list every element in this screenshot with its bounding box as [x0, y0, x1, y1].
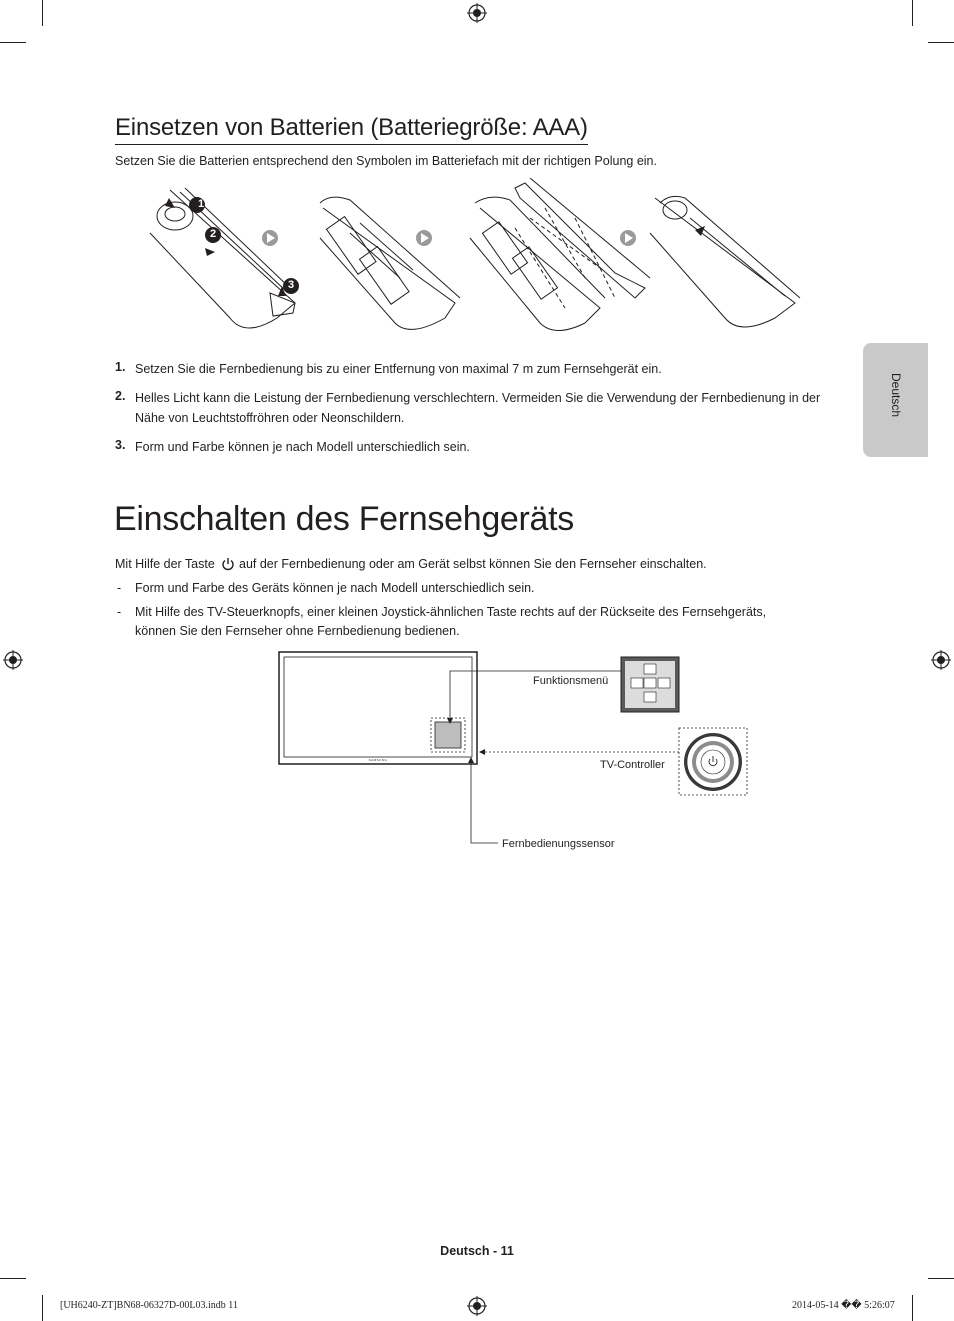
bullet-text: Mit Hilfe des TV-Steuerknopfs, einer kleinen Joystick-ähnlichen Taste rechts auf der Rückseite des Fernsehgeräts,	[135, 605, 767, 619]
crop-mark	[912, 0, 913, 26]
label-remote-sensor: Fernbedienungssensor	[502, 838, 615, 850]
bullet-dash: -	[117, 581, 122, 595]
note-text: Setzen Sie die Fernbedienung bis zu einer Entfernung von maximal 7 m zum Fernsehgerät ein.	[135, 362, 662, 376]
note-text: Form und Farbe können je nach Modell unterschiedlich sein.	[135, 440, 470, 454]
note-number: 3.	[115, 438, 126, 452]
footer-file-info: [UH6240-ZT]BN68-06327D-00L03.indb 11	[60, 1300, 238, 1311]
battery-intro: Setzen Sie die Batterien entsprechend den Symbolen im Batteriefach mit der richtigen Polung ein.	[115, 154, 657, 168]
power-intro-after: auf der Fernbedienung oder am Gerät selbst können Sie den Fernseher einschalten.	[239, 557, 707, 571]
footer-timestamp: 2014-05-14 �� 5:26:07	[792, 1300, 895, 1311]
registration-mark-icon	[3, 650, 23, 670]
side-tab-label: Deutsch	[889, 373, 903, 418]
crop-mark	[928, 1278, 954, 1279]
note-number: 1.	[115, 360, 126, 374]
step-marker-1: 1	[197, 198, 205, 210]
note-text: Nähe von Leuchtstoffröhren oder Neonschildern.	[135, 411, 405, 425]
language-side-tab	[863, 343, 928, 457]
crop-mark	[912, 1295, 913, 1321]
step-marker-2: 2	[209, 228, 217, 240]
note-number: 2.	[115, 389, 126, 403]
registration-mark-icon	[931, 650, 951, 670]
crop-mark	[42, 1295, 43, 1321]
crop-mark	[42, 0, 43, 26]
tv-brand-logo: SAMSUNG	[368, 758, 388, 762]
power-intro-before: Mit Hilfe der Taste	[115, 557, 215, 571]
page-number-label: Deutsch - 11	[440, 1244, 514, 1258]
step-marker-3: 3	[287, 279, 295, 291]
crop-mark	[0, 1278, 26, 1279]
section-title-power-on: Einschalten des Fernsehgeräts	[114, 500, 575, 538]
crop-mark	[0, 42, 26, 43]
bullet-dash: -	[117, 605, 122, 619]
tv-controller-diagram	[275, 648, 755, 858]
registration-mark-icon	[467, 1296, 487, 1316]
bullet-text: können Sie den Fernseher ohne Fernbedienung bedienen.	[135, 624, 460, 638]
battery-insertion-illustration	[145, 178, 810, 338]
crop-mark	[928, 42, 954, 43]
label-tv-controller: TV-Controller	[600, 759, 665, 771]
power-icon	[221, 557, 235, 571]
registration-mark-icon	[467, 3, 487, 23]
section-title-batteries: Einsetzen von Batterien (Batteriegröße: AAA)	[115, 113, 588, 145]
label-function-menu: Funktionsmenü	[533, 675, 609, 687]
bullet-text: Form und Farbe des Geräts können je nach Modell unterschiedlich sein.	[135, 581, 535, 595]
note-text: Helles Licht kann die Leistung der Fernbedienung verschlechtern. Vermeiden Sie die Verwendung der Fernbedienung in der	[135, 391, 821, 405]
